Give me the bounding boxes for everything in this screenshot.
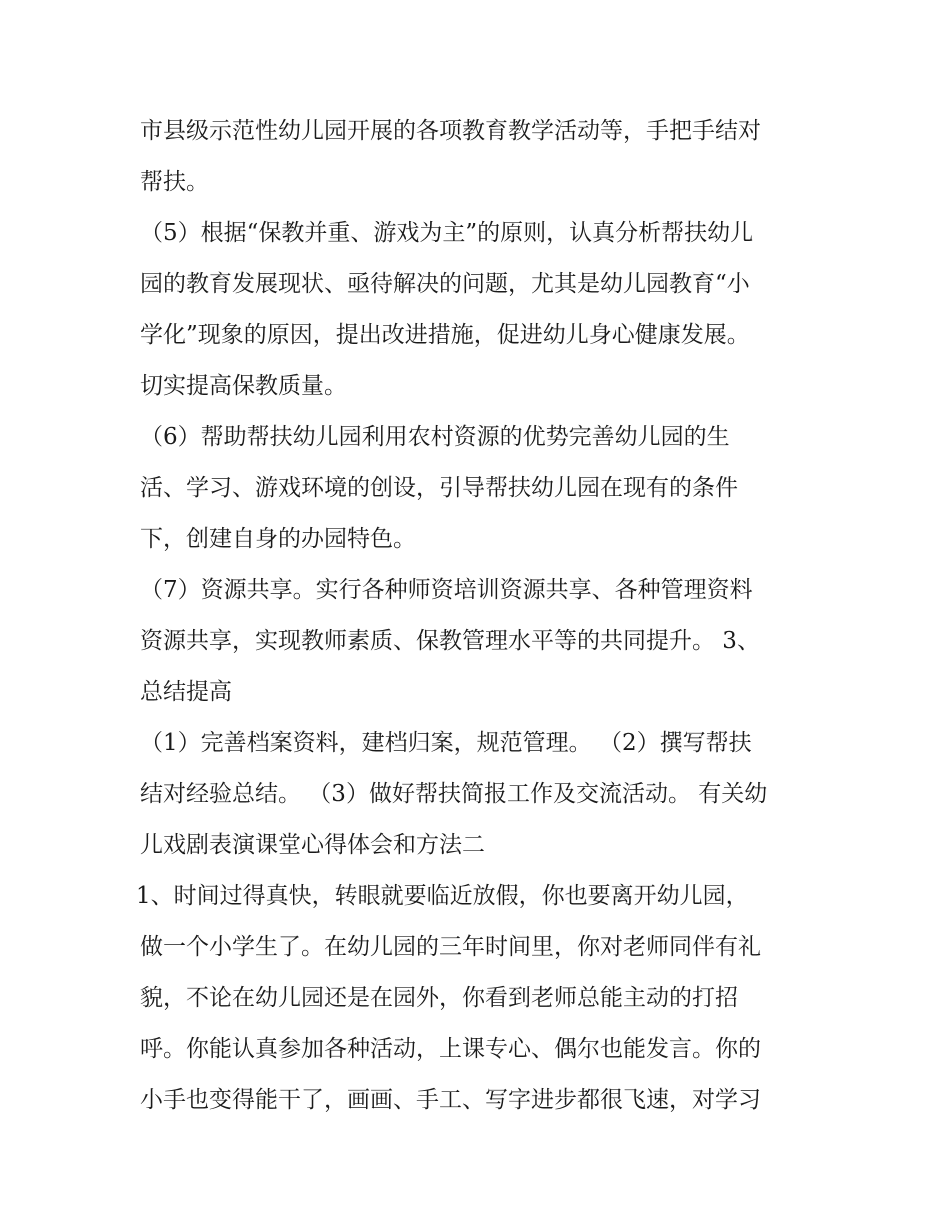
text-line: 下，创建自身的办园特色。 bbox=[140, 526, 416, 552]
text-line: 呼。你能认真参加各种活动，上课专心、偶尔也能发言。你的 bbox=[140, 1036, 761, 1062]
text-line: 做一个小学生了。在幼儿园的三年时间里，你对老师同伴有礼 bbox=[140, 934, 761, 960]
text-line: 1、时间过得真快，转眼就要临近放假，你也要离开幼儿园， bbox=[136, 883, 749, 909]
text-line: 结对经验总结。 （3）做好帮扶简报工作及交流活动。 有关幼 bbox=[140, 781, 768, 807]
text-line: 资源共享，实现教师素质、保教管理水平等的共同提升。 3、 bbox=[140, 628, 760, 654]
text-line: （7）资源共享。实行各种师资培训资源共享、各种管理资料 bbox=[140, 577, 753, 603]
text-line: 总结提高 bbox=[140, 679, 232, 705]
text-line: 学化”现象的原因，提出改进措施，促进幼儿身心健康发展。 bbox=[140, 322, 750, 348]
text-line: 儿戏剧表演课堂心得体会和方法二 bbox=[140, 832, 485, 858]
text-line: （6）帮助帮扶幼儿园利用农村资源的优势完善幼儿园的生 bbox=[140, 424, 730, 450]
text-line: 园的教育发展现状、亟待解决的问题，尤其是幼儿园教育“小 bbox=[140, 271, 750, 297]
text-line: 帮扶。 bbox=[140, 169, 209, 195]
text-line: （5）根据“保教并重、游戏为主”的原则，认真分析帮扶幼儿 bbox=[140, 220, 754, 246]
text-line: 切实提高保教质量。 bbox=[140, 373, 347, 399]
text-line: 小手也变得能干了，画画、手工、写字进步都很飞速，对学习 bbox=[140, 1087, 761, 1113]
body-text bbox=[136, 106, 820, 1126]
text-line: 市县级示范性幼儿园开展的各项教育教学活动等，手把手结对 bbox=[140, 118, 761, 144]
text-line: （1）完善档案资料，建档归案，规范管理。 （2）撰写帮扶 bbox=[140, 730, 752, 756]
text-line: 貌，不论在幼儿园还是在园外，你看到老师总能主动的打招 bbox=[140, 985, 738, 1011]
text-line: 活、学习、游戏环境的创设，引导帮扶幼儿园在现有的条件 bbox=[140, 475, 738, 501]
